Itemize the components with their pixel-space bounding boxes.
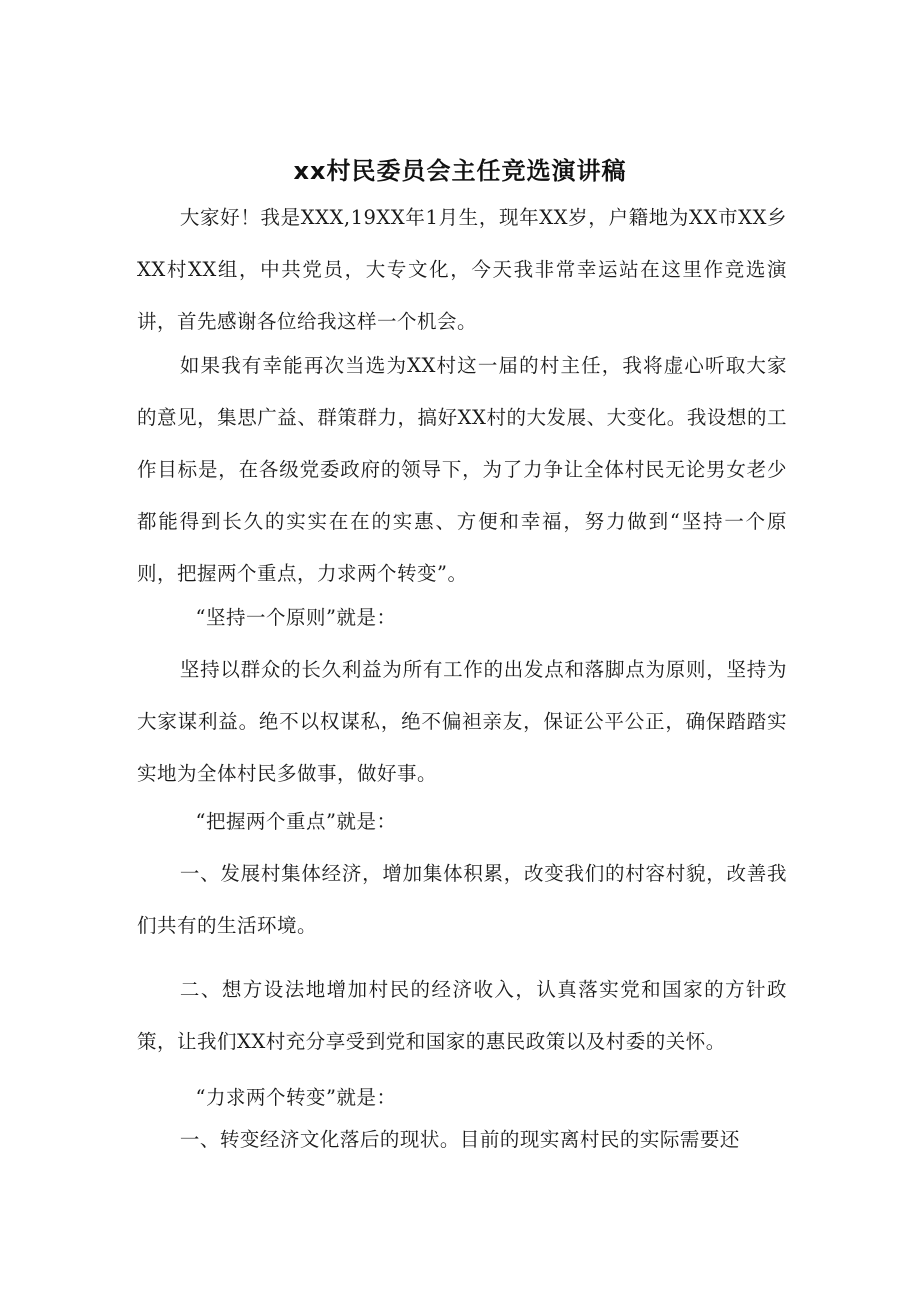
- paragraph-change-one: 一、转变经济文化落后的现状。目前的现实离村民的实际需要还: [179, 1128, 740, 1151]
- document-title: xx村民委员会主任竞选演讲稿: [293, 157, 627, 186]
- paragraph-work-goal: 如果我有幸能再次当选为XX村这一届的村主任，我将虚心听取大家的意见，集思广益、群策群力，搞好XX村的大发展、大变化。我设想的工作目标是，在各级党委政府的领导下，为了力争让全体村民无论男女老少都能得到长久的实实在在的实惠、方便和幸福，努力做到“坚持一个原则，把握两个重点，力求两个转变”。: [137, 354, 787, 585]
- paragraph-introduction: 大家好！我是XXX,19XX年1月生，现年XX岁，户籍地为XX市XX乡XX村XX组，中共党员，大专文化，今天我非常幸运站在这里作竞选演讲，首先感谢各位给我这样一个机会。: [137, 206, 787, 333]
- heading-two-key-points: “把握两个重点”就是：: [195, 810, 397, 833]
- paragraph-key-point-one: 一、发展村集体经济，增加集体积累，改变我们的村容村貌，改善我们共有的生活环境。: [137, 862, 787, 937]
- heading-one-principle: “坚持一个原则”就是：: [195, 606, 397, 629]
- paragraph-key-point-two: 二、想方设法地增加村民的经济收入，认真落实党和国家的方针政策，让我们XX村充分享受到党和国家的惠民政策以及村委的关怀。: [137, 978, 787, 1053]
- heading-two-changes: “力求两个转变”就是：: [195, 1086, 397, 1109]
- paragraph-principle-detail: 坚持以群众的长久利益为所有工作的出发点和落脚点为原则，坚持为大家谋利益。绝不以权谋私，绝不偏袒亲友，保证公平公正，确保踏踏实实地为全体村民多做事，做好事。: [137, 658, 787, 785]
